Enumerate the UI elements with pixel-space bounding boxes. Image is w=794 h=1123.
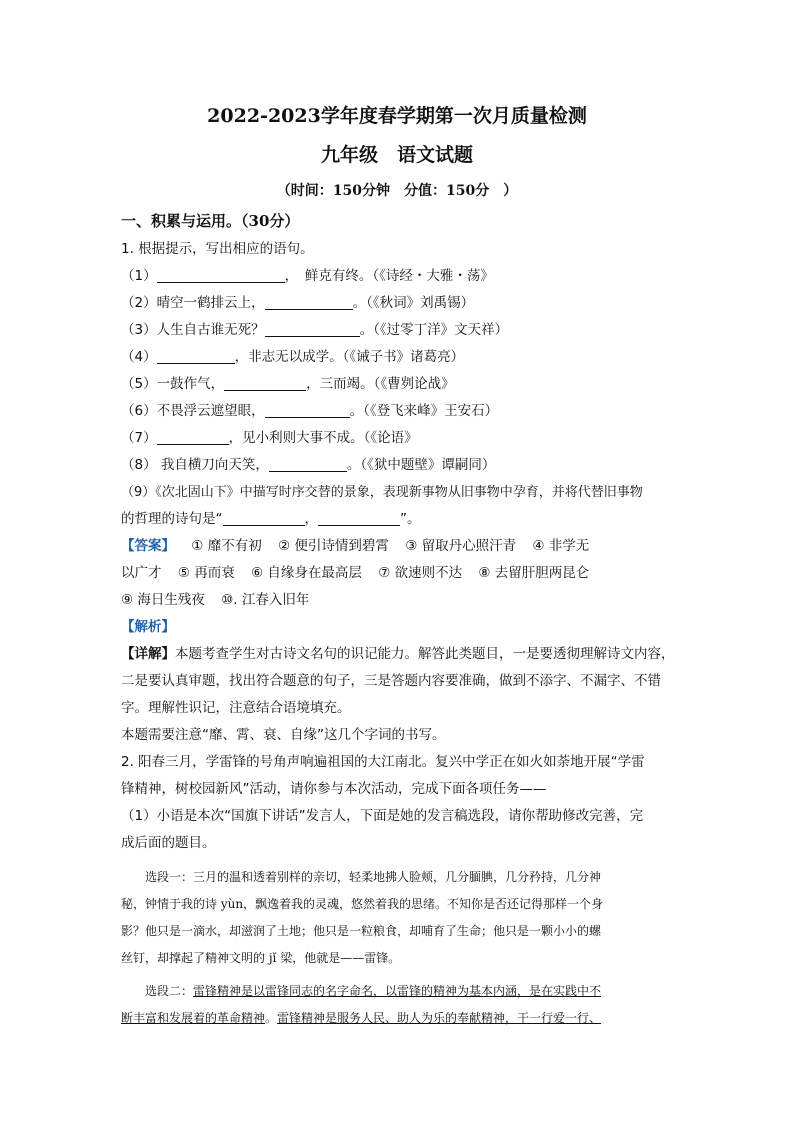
question-2-line2: 锋精神，树校园新风”活动，请你参与本次活动，完成下面各项任务—— [121, 781, 547, 797]
section-title: 一、积累与运用。（30分） [121, 212, 300, 230]
question-item-9: （9）《次北固山下》中描写时序交替的景象，表现新事物从旧事物中孕育，并将代替旧事物 [121, 485, 643, 500]
answer-blank [269, 455, 347, 472]
analysis-detail-3: 字。理解性识记，注意结合语境填充。 [121, 700, 351, 716]
exam-title: 2022-2023学年度春学期第一次月质量检测 [207, 105, 587, 127]
list-item: （7） ，见小利则大事不成。（《论语》 [121, 430, 418, 446]
question-2-line1: 2. 阳春三月，学雷锋的号角声响遍祖国的大江南北。复兴中学正在如火如荼地开展“学雷 [121, 754, 645, 770]
answer-label: 【答案】 [121, 538, 175, 554]
list-item: （8） 我自横刀向天笑， 。（《狱中题壁》谭嗣同） [121, 457, 496, 473]
answer-line-2: 以广才 ⑤ 再而衰 ⑥ 自缘身在最高层 ⑦ 欲速则不达 ⑧ 去留肝胆两昆仑 [121, 565, 590, 581]
list-item: （3）人生自古谁无死？ 。（《过零丁洋》文天祥） [121, 322, 509, 338]
answer-blank [265, 293, 353, 310]
analysis-label: 【解析】 [121, 619, 175, 635]
question-1 [121, 236, 681, 857]
list-item: （4） ，非志无以成学。（《诫子书》诸葛亮） [121, 349, 465, 365]
answer-blank [224, 374, 306, 391]
question-item-9-line2: 的哲理的诗句是“ ， ”。 [121, 511, 421, 527]
answer-blank [265, 401, 350, 418]
list-item: （2）晴空一鹤排云上， 。（《秋词》刘禹锡） [121, 295, 475, 311]
answer-blank [318, 509, 400, 526]
analysis-detail-2: 二是要认真审题，找出符合题意的句子，三是答题内容要准确，做到不添字、不漏字、不错 [121, 673, 661, 689]
analysis-note: 本题需要注意“靡、霄、衰、自缘”这几个字词的书写。 [121, 727, 446, 743]
list-item: （1） ， 鲜克有终。（《诗经・大雅・荡》 [121, 268, 494, 284]
question-stem: 1. 根据提示，写出相应的语句。 [121, 241, 314, 257]
excerpt-1: 选段一：三月的温和透着别样的亲切，轻柔地拂人脸颊，几分腼腆，几分矜持，几分神 秘，钟情于我的诗 yùn，飘逸着我的灵魂，悠然着我的思绪。不知你是否还记得那样一个身 影？他只是一滴水，却滋润了土地；他只是一粒粮食，却哺育了生命；他只是一颗小小的螺 丝钉，却撑起了精神文明的 jǐ 梁，他就是——雷锋。 [121, 870, 604, 965]
exam-info: （时间：150分钟 分值：150分 ） [276, 183, 518, 199]
answer-line-1: 【答案】 ① 靡不有初 ② 便引诗情到碧霄 ③ 留取丹心照汗青 ④ 非学无 [121, 538, 590, 554]
question-2-sub1-line2: 成后面的题目。 [121, 835, 216, 851]
answer-blank [157, 266, 285, 283]
answer-blank [157, 428, 229, 445]
answer-line-3: ⑨ 海日生残夜 ⑩. 江春入旧年 [121, 592, 310, 608]
excerpt-2: 选段二：雷锋精神是以雷锋同志的名字命名，以雷锋的精神为基本内涵，是在实践中不 断丰富和发展着的革命精神。雷锋精神是服务人民、助人为乐的奉献精神，干一行爱一行、 [121, 984, 602, 1025]
answer-blank [223, 509, 305, 526]
answer-blank [265, 320, 360, 337]
exam-subtitle: 九年级 语文试题 [320, 144, 473, 166]
answer-blank [157, 347, 235, 364]
list-item: （5）一鼓作气， ，三而竭。（《曹刿论战》 [121, 376, 455, 392]
analysis-detail-1: 【详解】本题考查学生对古诗文名句的识记能力。解答此类题目，一是要透彻理解诗文内容， [121, 646, 675, 662]
question-2-sub1-line1: （1）小语是本次“国旗下讲话”发言人，下面是她的发言稿选段，请你帮助修改完善，完 [121, 808, 644, 824]
list-item: （6）不畏浮云遮望眼， 。（《登飞来峰》王安石） [121, 403, 499, 419]
